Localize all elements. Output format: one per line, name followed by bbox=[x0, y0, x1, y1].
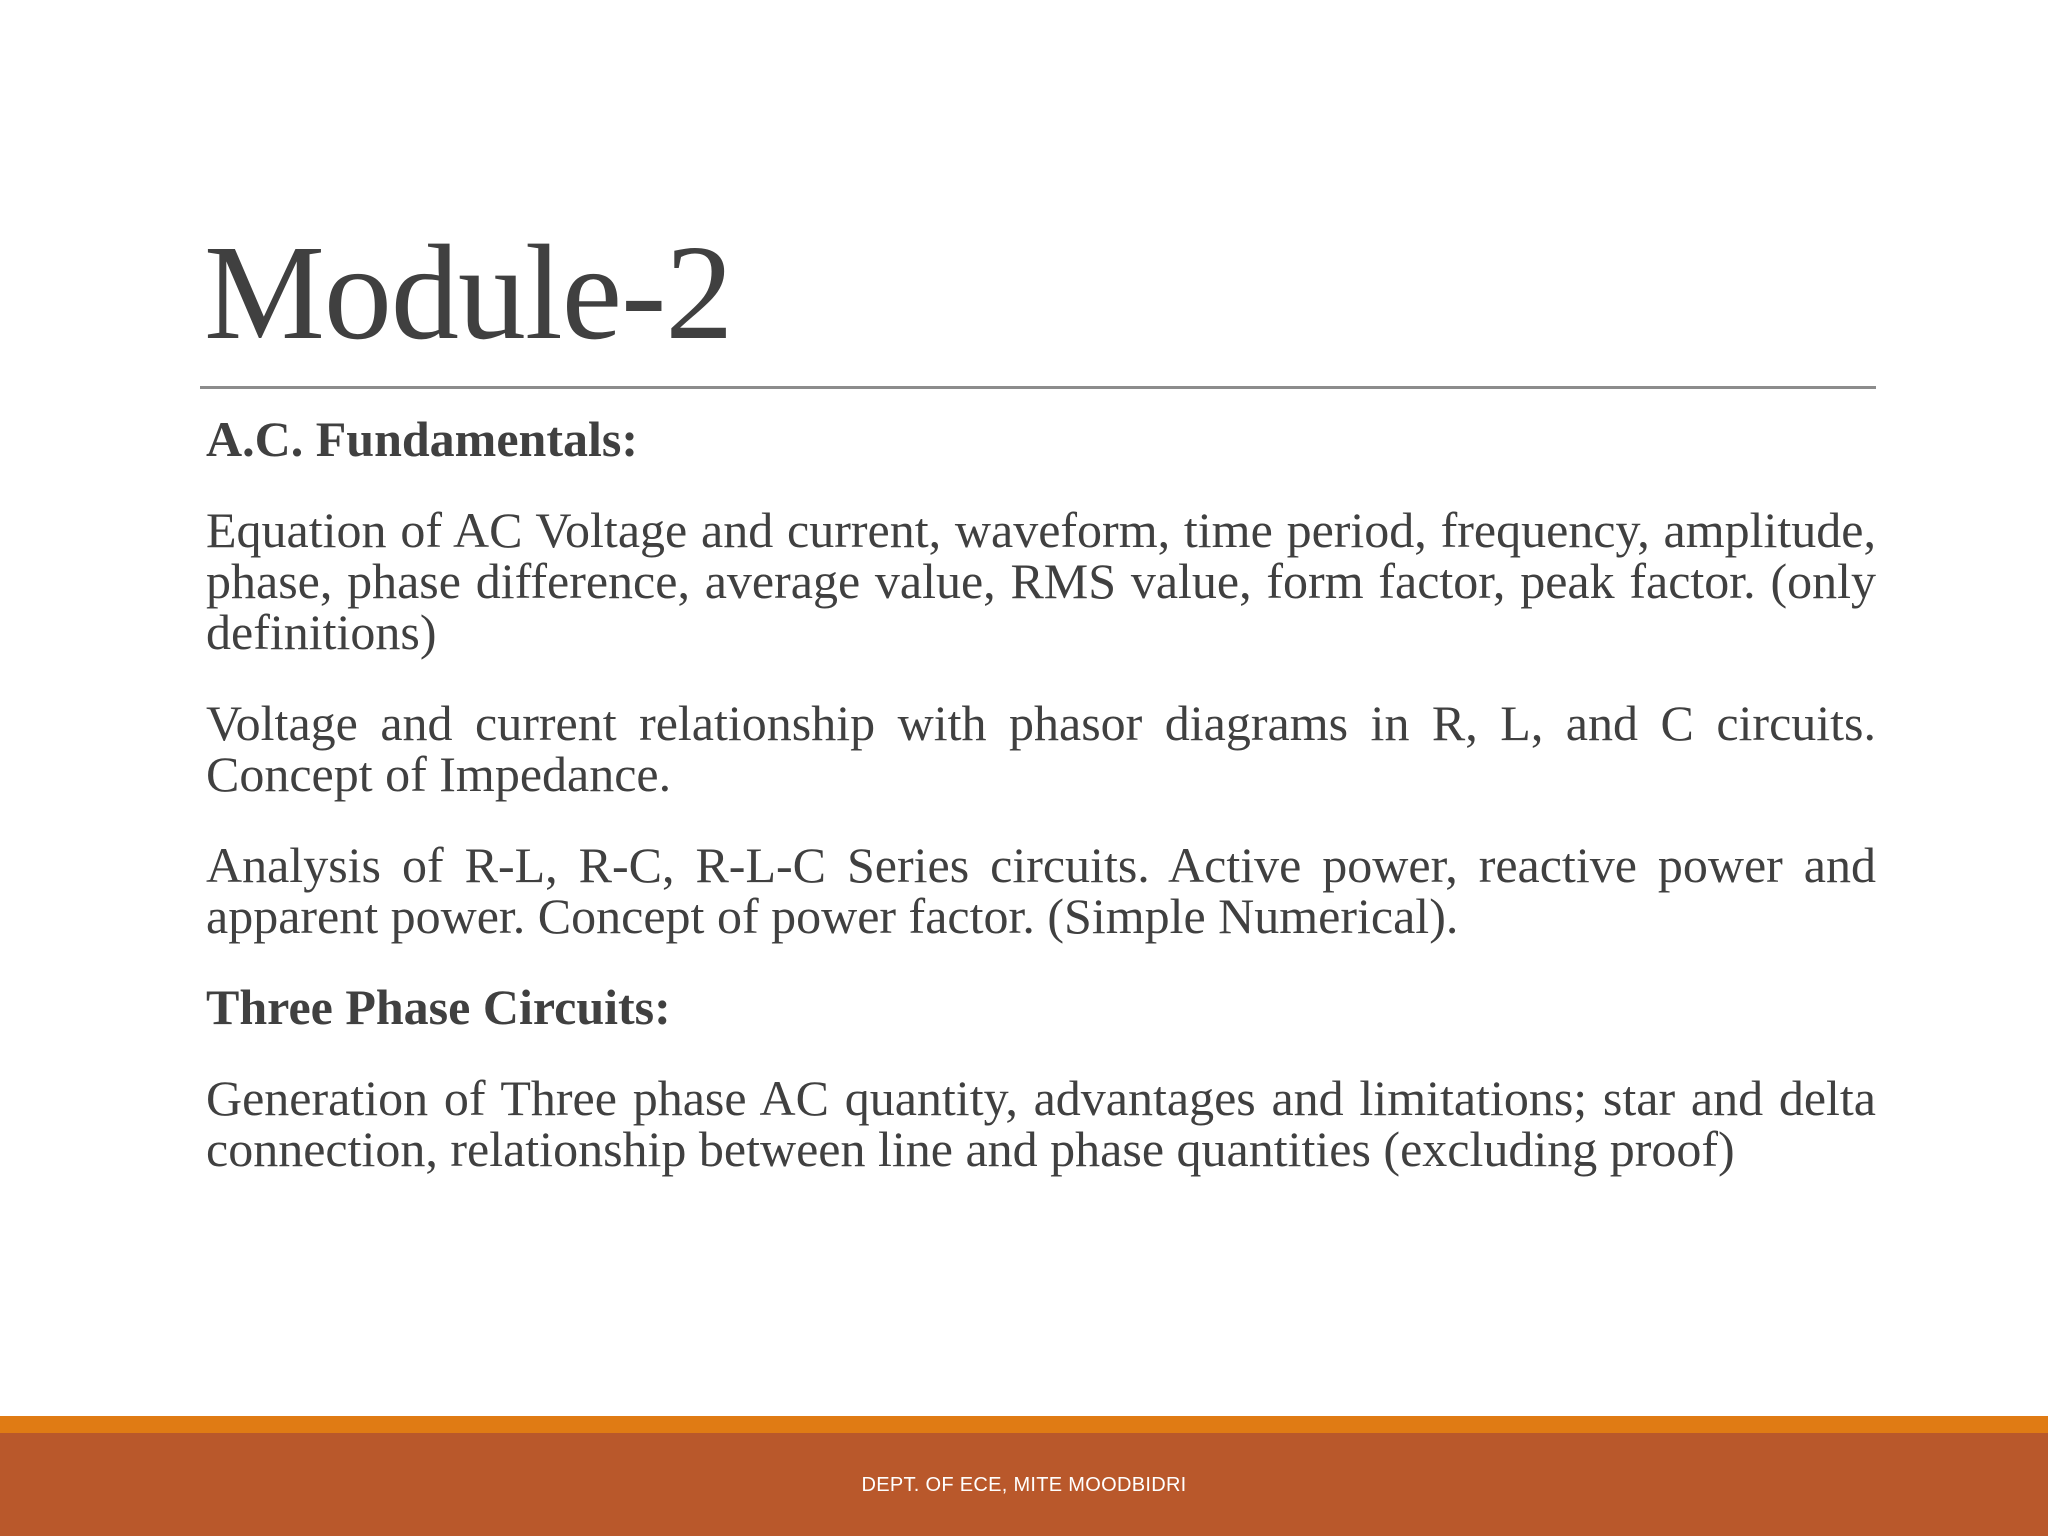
title-divider bbox=[200, 386, 1876, 389]
section-heading-ac-fundamentals: A.C. Fundamentals: bbox=[206, 411, 638, 467]
paragraph-three-phase-generation: Generation of Three phase AC quantity, advantages and limitations; star and delta connection, relationship between line and phase quantities (excluding proof) bbox=[206, 1070, 1876, 1177]
paragraph-phasor-relationship: Voltage and current relationship with phasor diagrams in R, L, and C circuits. Concept of Impedance. bbox=[206, 695, 1876, 802]
paragraph-ac-equations: Equation of AC Voltage and current, waveform, time period, frequency, amplitude, phase, phase difference, average value, RMS value, form factor, peak factor. (only definitions) bbox=[206, 502, 1876, 660]
footer-accent-strip bbox=[0, 1416, 2048, 1433]
slide-title: Module-2 bbox=[204, 218, 733, 368]
footer-text: DEPT. OF ECE, MITE MOODBIDRI bbox=[861, 1474, 1187, 1496]
paragraph-series-circuits: Analysis of R-L, R-C, R-L-C Series circuits. Active power, reactive power and apparent power. Concept of power factor. (Simple Numerical). bbox=[206, 837, 1876, 944]
section-heading-three-phase: Three Phase Circuits: bbox=[206, 979, 671, 1035]
slide-content bbox=[206, 411, 1876, 1215]
